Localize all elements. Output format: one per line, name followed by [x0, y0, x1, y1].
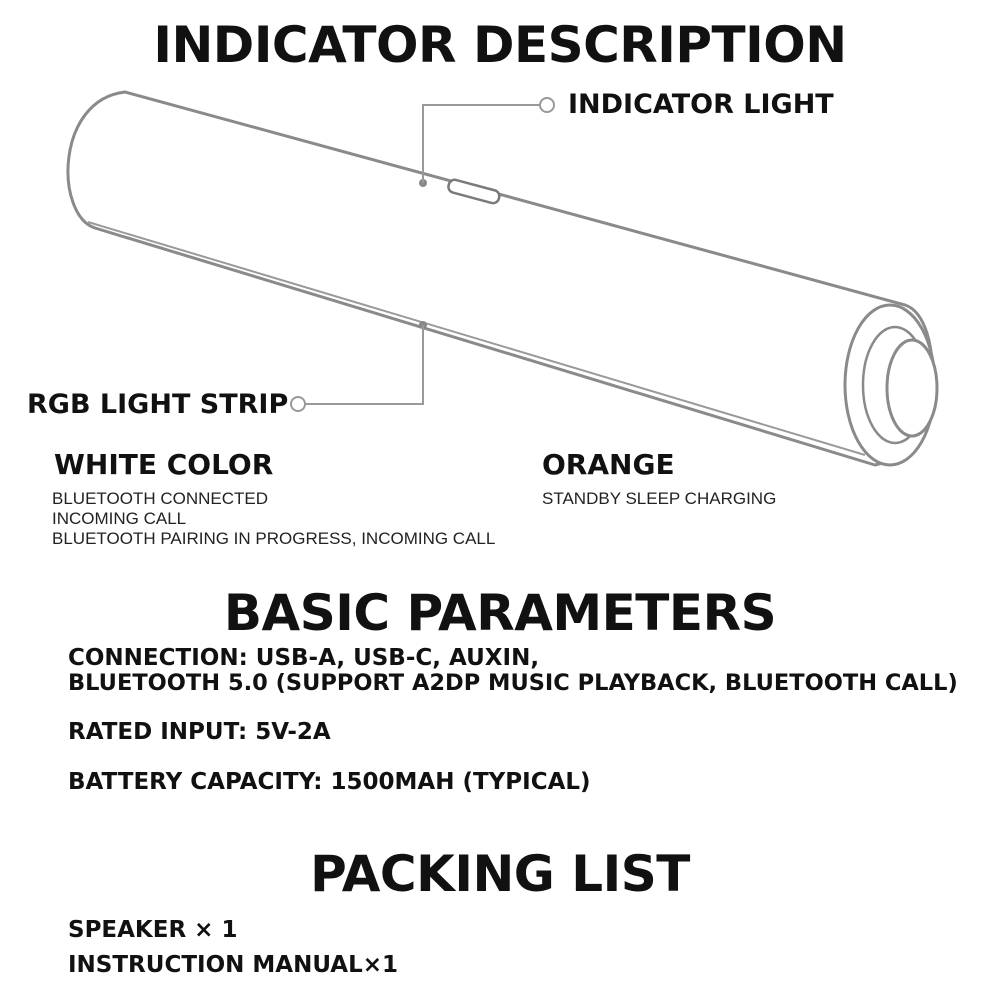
speaker-knob — [887, 340, 937, 436]
orange-line: STANDBY SLEEP CHARGING — [542, 489, 777, 508]
rgb-strip-marker — [291, 397, 305, 411]
white-color-line: BLUETOOTH CONNECTED — [52, 489, 268, 508]
connection-line-1: CONNECTION: USB-A, USB-C, AUXIN, — [68, 645, 540, 671]
rgb-light-strip-label: RGB LIGHT STRIP — [27, 389, 289, 420]
basic-parameters-title: BASIC PARAMETERS — [223, 584, 777, 642]
rgb-strip-leader — [305, 325, 423, 404]
white-color-title: WHITE COLOR — [54, 448, 274, 481]
indicator-light-leader — [423, 105, 540, 183]
connection-line-2: BLUETOOTH 5.0 (SUPPORT A2DP MUSIC PLAYBACK, BLUETOOTH CALL) — [68, 670, 958, 696]
orange-title: ORANGE — [542, 448, 675, 481]
indicator-light-marker — [540, 98, 554, 112]
battery-capacity: BATTERY CAPACITY: 1500MAH (TYPICAL) — [68, 769, 591, 795]
rated-input: RATED INPUT: 5V-2A — [68, 719, 331, 745]
packing-list-title: PACKING LIST — [310, 845, 690, 903]
indicator-description-title: INDICATOR DESCRIPTION — [153, 16, 847, 74]
white-color-line: BLUETOOTH PAIRING IN PROGRESS, INCOMING CALL — [52, 529, 496, 548]
indicator-light-label: INDICATOR LIGHT — [568, 89, 834, 120]
packing-item: SPEAKER × 1 — [68, 917, 238, 943]
white-color-line: INCOMING CALL — [52, 509, 187, 528]
packing-item: INSTRUCTION MANUAL×1 — [68, 952, 399, 978]
